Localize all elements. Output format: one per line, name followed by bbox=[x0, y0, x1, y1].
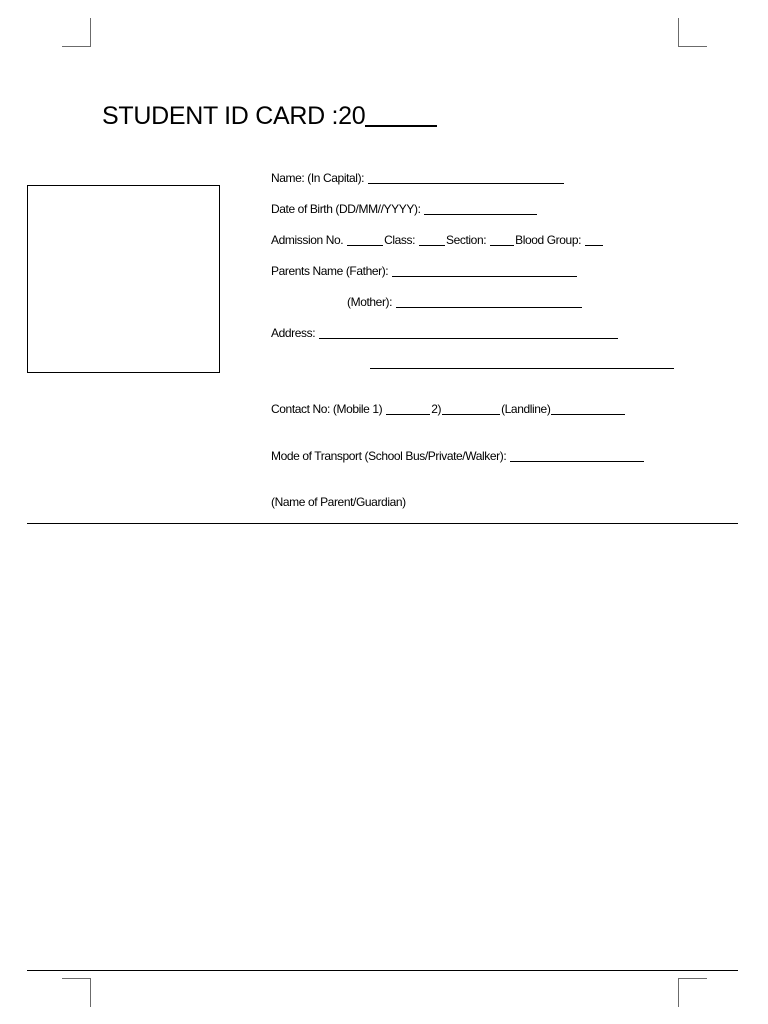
transport-label: Mode of Transport (School Bus/Private/Walker): bbox=[271, 449, 507, 463]
crop-mark-bottom-left bbox=[62, 978, 91, 1007]
transport-field[interactable] bbox=[510, 461, 644, 462]
class-field[interactable] bbox=[419, 245, 445, 246]
card-divider-bottom bbox=[27, 970, 738, 971]
mother-name-field[interactable] bbox=[396, 307, 582, 308]
landline-label: (Landline) bbox=[501, 402, 551, 416]
guardian-row bbox=[271, 494, 406, 510]
mobile2-label: 2) bbox=[431, 402, 442, 416]
transport-row bbox=[271, 448, 645, 464]
blood-group-field[interactable] bbox=[585, 245, 603, 246]
mobile2-field[interactable] bbox=[442, 414, 500, 415]
guardian-label: (Name of Parent/Guardian) bbox=[271, 495, 406, 509]
admission-row bbox=[271, 232, 604, 248]
mother-label: (Mother): bbox=[347, 295, 393, 309]
dob-label: Date of Birth (DD/MM//YYYY): bbox=[271, 202, 421, 216]
name-row bbox=[271, 170, 565, 186]
admission-label: Admission No. bbox=[271, 233, 344, 247]
title-text: STUDENT ID CARD :20 bbox=[102, 102, 366, 130]
father-row bbox=[271, 263, 578, 279]
crop-mark-bottom-right bbox=[678, 978, 707, 1007]
father-name-field[interactable] bbox=[392, 276, 577, 277]
photo-box[interactable] bbox=[27, 185, 220, 373]
card-divider-top bbox=[27, 523, 738, 524]
section-field[interactable] bbox=[490, 245, 514, 246]
class-label: Class: bbox=[384, 233, 416, 247]
name-label: Name: (In Capital): bbox=[271, 171, 365, 185]
name-field[interactable] bbox=[368, 183, 564, 184]
address-row bbox=[271, 325, 619, 341]
address-field-2[interactable] bbox=[370, 368, 674, 369]
year-blank[interactable] bbox=[365, 125, 437, 127]
dob-row bbox=[271, 201, 538, 217]
mother-row bbox=[347, 294, 583, 310]
landline-field[interactable] bbox=[551, 414, 625, 415]
mobile1-field[interactable] bbox=[386, 414, 430, 415]
admission-field[interactable] bbox=[347, 245, 383, 246]
address-field-1[interactable] bbox=[319, 338, 618, 339]
blood-group-label: Blood Group: bbox=[515, 233, 582, 247]
contact-row bbox=[271, 401, 626, 417]
section-label: Section: bbox=[446, 233, 487, 247]
page-title bbox=[102, 100, 437, 132]
crop-mark-top-right bbox=[678, 18, 707, 47]
contact-label: Contact No: (Mobile 1) bbox=[271, 402, 383, 416]
dob-field[interactable] bbox=[424, 214, 537, 215]
address-label: Address: bbox=[271, 326, 316, 340]
crop-mark-top-left bbox=[62, 18, 91, 47]
parents-name-label: Parents Name (Father): bbox=[271, 264, 389, 278]
